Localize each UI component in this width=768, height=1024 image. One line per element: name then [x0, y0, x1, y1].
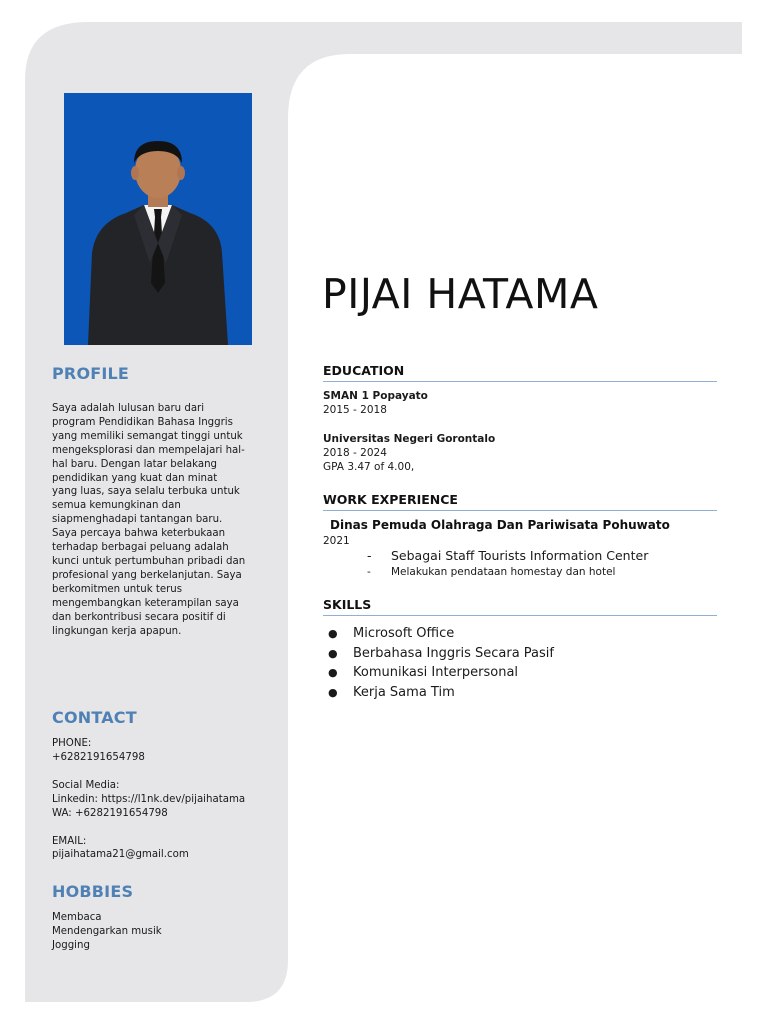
profile-text-line: hal baru. Dengan latar belakang: [52, 458, 218, 470]
skill-item: [328, 683, 554, 703]
profile-text-line: yang luas, saya selalu terbuka untuk: [52, 486, 240, 498]
profile-text-line: yang memiliki semangat tinggi untuk: [52, 430, 243, 442]
education-gpa: GPA 3.47 of 4.00,: [323, 461, 415, 473]
hobby-item: Membaca: [52, 912, 102, 923]
profile-text-line: dan berkontribusi secara positif di: [52, 611, 226, 623]
profile-heading: PROFILE: [52, 364, 130, 383]
linkedin-link[interactable]: Linkedin: https://l1nk.dev/pijaihatama: [52, 793, 246, 805]
bullet-icon: ●: [328, 646, 338, 660]
skill-label: Microsoft Office: [353, 626, 455, 641]
education-school: Universitas Negeri Gorontalo: [323, 433, 496, 445]
work-organization: Dinas Pemuda Olahraga Dan Pariwisata Pohuwato: [330, 518, 670, 532]
contact-heading: CONTACT: [52, 708, 137, 727]
profile-text-line: mengeksplorasi dan mempelajari hal-: [52, 444, 245, 456]
profile-text-line: mengembangkan keterampilan saya: [52, 597, 239, 609]
profile-text-line: pendidikan yang kuat dan minat: [52, 472, 218, 484]
profile-text-line: berkomitmen untuk terus: [52, 583, 183, 595]
education-years: 2018 - 2024: [323, 447, 387, 459]
contact-block: [52, 737, 245, 862]
work-duty-text: Melakukan pendataan homestay dan hotel: [391, 566, 616, 578]
profile-text: [52, 402, 245, 638]
work-duty: - Melakukan pendataan homestay dan hotel: [367, 566, 616, 578]
education-years: 2015 - 2018: [323, 404, 387, 416]
skill-item: [328, 624, 554, 644]
work-year: 2021: [323, 535, 350, 547]
skill-item: [328, 644, 554, 664]
email-label: EMAIL:: [52, 835, 87, 847]
bullet-icon: ●: [328, 666, 338, 679]
email-address[interactable]: pijaihatama21@gmail.com: [52, 849, 189, 861]
work-experience-heading: WORK EXPERIENCE: [323, 492, 717, 511]
candidate-name: PIJAI HATAMA: [322, 270, 599, 318]
hobbies-list: [52, 911, 162, 953]
profile-text-line: lingkungan kerja apapun.: [52, 625, 182, 637]
skills-list: [328, 624, 554, 702]
hobbies-heading: HOBBIES: [52, 882, 134, 901]
skill-label: Komunikasi Interpersonal: [353, 665, 519, 680]
profile-photo: [64, 93, 252, 345]
phone-label: PHONE:: [52, 738, 92, 749]
skill-label: Kerja Sama Tim: [353, 684, 455, 700]
skill-item: [328, 663, 554, 683]
social-media-label: Social Media:: [52, 779, 120, 791]
hobby-item: Mendengarkan musik: [52, 925, 162, 937]
profile-text-line: siapmenghadapi tantangan baru.: [52, 514, 223, 526]
education-heading: EDUCATION: [323, 363, 717, 382]
profile-text-line: semua kemungkinan dan: [52, 500, 181, 512]
skills-heading: SKILLS: [323, 597, 717, 616]
profile-text-line: kunci untuk pertumbuhan pribadi dan: [52, 555, 246, 567]
phone-number: +6282191654798: [52, 751, 145, 763]
profile-text-line: terhadap berbagai peluang adalah: [52, 542, 229, 554]
skill-label: Berbahasa Inggris Secara Pasif: [353, 645, 554, 661]
bullet-icon: ●: [328, 685, 338, 699]
profile-text-line: Saya adalah lulusan baru dari: [52, 403, 205, 414]
hobby-item: Jogging: [52, 939, 90, 951]
bullet-icon: ●: [328, 627, 338, 640]
whatsapp-number: WA: +6282191654798: [52, 807, 168, 819]
education-school: SMAN 1 Popayato: [323, 390, 428, 402]
person-photo-illustration: [64, 93, 252, 345]
work-duty: - Sebagai Staff Tourists Information Center: [367, 548, 649, 563]
profile-text-line: profesional yang berkelanjutan. Saya: [52, 569, 242, 581]
profile-text-line: Saya percaya bahwa keterbukaan: [52, 528, 226, 540]
work-duty-text: Sebagai Staff Tourists Information Center: [391, 548, 649, 563]
profile-text-line: program Pendidikan Bahasa Inggris: [52, 416, 233, 428]
